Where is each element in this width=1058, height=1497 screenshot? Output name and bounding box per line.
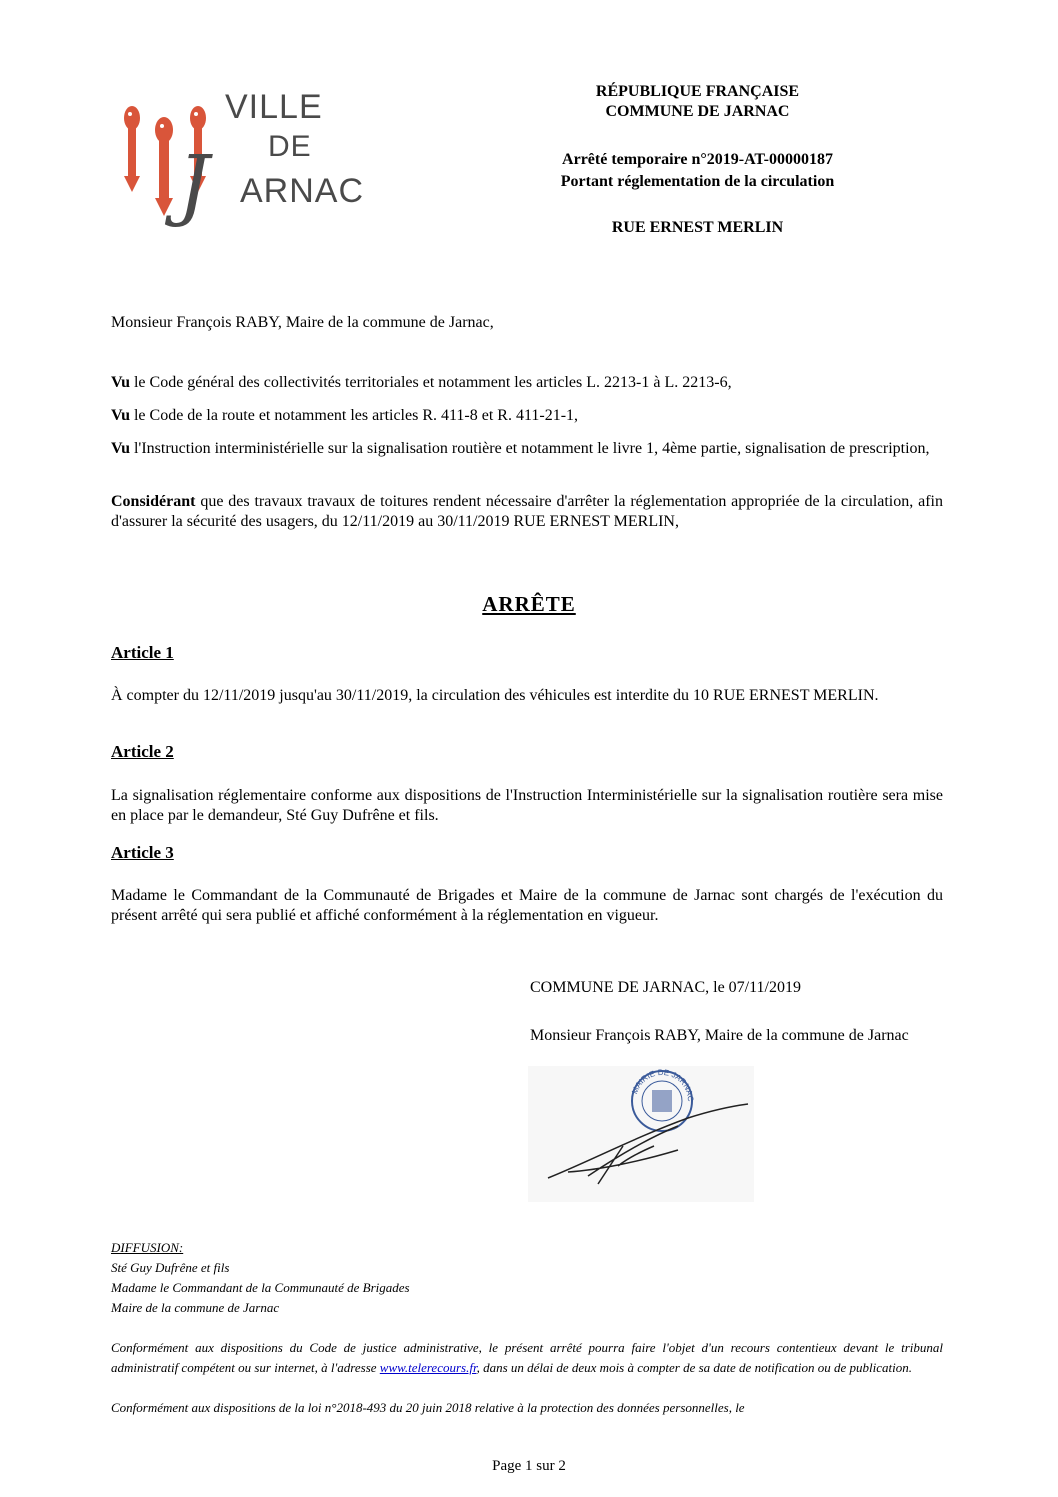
visa-instruction <box>111 439 943 459</box>
stamp-text: MAIRIE DE JARNAC <box>630 1067 696 1102</box>
arrete-number: Arrêté temporaire n°2019-AT-00000187 <box>562 151 833 168</box>
logo-j: J <box>178 140 211 230</box>
telerecours-link[interactable]: www.telerecours.fr <box>379 1360 477 1375</box>
town-logo <box>118 80 388 230</box>
visa-text: le Code de la route et notamment les articles R. 411-8 et R. 411-21-1, <box>129 407 579 424</box>
visa-text: que des travaux travaux de toitures rendent nécessaire d'arrêter la réglementation appropriée de la circulation, afin d'assurer la sécurité des usagers, du 12/11/2019 au 30/11/2019 RUE ERNEST MERLIN, <box>111 493 943 530</box>
street-name: RUE ERNEST MERLIN <box>611 219 784 236</box>
arrete-object: Portant réglementation de la circulation <box>560 173 835 190</box>
place-date: COMMUNE DE JARNAC, le 07/11/2019 <box>530 979 801 996</box>
logo-de: DE <box>268 130 312 163</box>
article-3-title: Article 3 <box>111 843 174 862</box>
visa-lead: Vu <box>111 440 130 457</box>
considerant <box>111 492 943 532</box>
article-1-text: À compter du 12/11/2019 jusqu'au 30/11/2019, la circulation des véhicules est interdite du 10 RUE ERNEST MERLIN. <box>111 687 879 704</box>
article-1-title: Article 1 <box>111 643 174 662</box>
visa-cgct <box>111 373 943 393</box>
recours-text: Conformément aux dispositions du Code de justice administrative, le présent arrêté pourra faire l'objet d'un recours contentieux devant le tribunal administratif compétent ou sur internet, à l'adresse <box>111 1340 943 1375</box>
diffusion-title: DIFFUSION: <box>111 1240 184 1255</box>
stamp-and-signature <box>528 1066 754 1202</box>
diffusion-item: Maire de la commune de Jarnac <box>111 1300 280 1315</box>
arrete-title: ARRÊTE <box>482 592 576 616</box>
article-2-title: Article 2 <box>111 742 174 761</box>
header-republique: RÉPUBLIQUE FRANÇAISE <box>595 83 800 100</box>
intro-maire: Monsieur François RABY, Maire de la commune de Jarnac, <box>111 314 494 331</box>
diffusion-item: Madame le Commandant de la Communauté de Brigades <box>111 1280 410 1295</box>
article-3-text: Madame le Commandant de la Communauté de Brigades et Maire de la commune de Jarnac sont chargés de l'exécution du présent arrêté qui sera publié et affiché conformément à la réglementation en vigueur. <box>111 887 943 924</box>
diffusion-item: Sté Guy Dufrêne et fils <box>111 1260 230 1275</box>
recours-text-end: , dans un délai de deux mois à compter de sa date de notification ou de publication. <box>476 1360 912 1375</box>
rgpd-notice: Conformément aux dispositions de la loi n°2018-493 du 20 juin 2018 relative à la protection des données personnelles, le <box>111 1400 745 1415</box>
page-number: Page 1 sur 2 <box>492 1458 566 1474</box>
article-2-text: La signalisation réglementaire conforme aux dispositions de l'Instruction Interministérielle sur la signalisation routière sera mise en place par le demandeur, Sté Guy Dufrêne et fils. <box>111 787 943 824</box>
recours-notice <box>111 1338 943 1378</box>
header-commune: COMMUNE DE JARNAC <box>605 103 790 120</box>
visa-lead: Vu <box>111 374 130 391</box>
logo-arnac: ARNAC <box>240 172 365 210</box>
signatory: Monsieur François RABY, Maire de la commune de Jarnac <box>530 1027 909 1044</box>
visa-text: l'Instruction interministérielle sur la signalisation routière et notamment le livre 1, 4ème partie, signalisation de prescription, <box>129 440 930 457</box>
visa-code-route <box>111 406 943 426</box>
visa-text: le Code général des collectivités territoriales et notamment les articles L. 2213-1 à L. 2213-6, <box>129 374 732 391</box>
visa-lead: Vu <box>111 407 130 424</box>
visa-lead: Considérant <box>111 493 196 510</box>
logo-ville: VILLE <box>225 88 323 126</box>
